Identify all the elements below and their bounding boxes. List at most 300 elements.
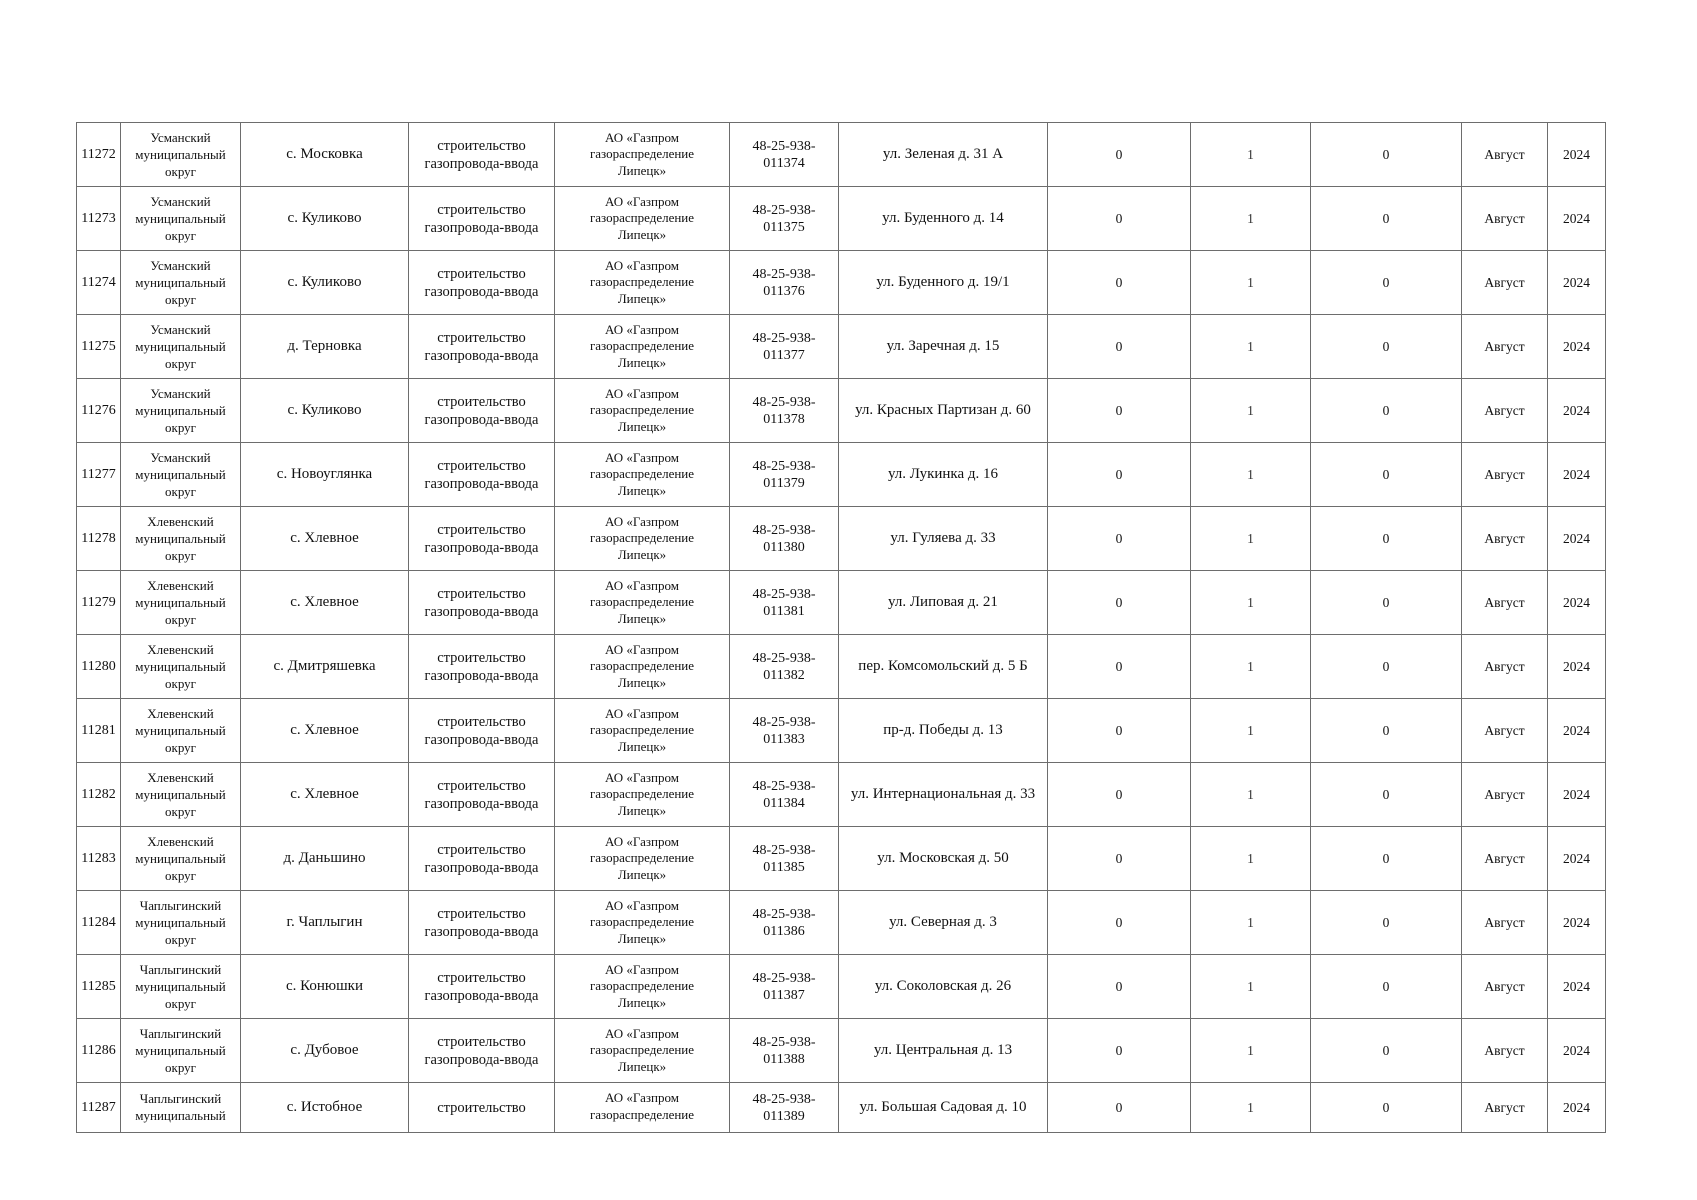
object-code-cell-line: 011377 xyxy=(763,347,805,363)
organization-cell xyxy=(555,763,730,827)
organization-cell xyxy=(555,827,730,891)
organization-cell-line: Липецк» xyxy=(617,482,667,498)
address-cell: ул. Московская д. 50 xyxy=(839,827,1048,891)
value-1-cell: 0 xyxy=(1048,763,1191,827)
district-cell-line: муниципальный xyxy=(135,723,226,738)
organization-cell-line: газораспределение xyxy=(589,1106,695,1122)
organization-cell xyxy=(555,443,730,507)
address-cell: ул. Красных Партизан д. 60 xyxy=(839,379,1048,443)
row-number-cell: 11273 xyxy=(77,187,121,251)
address-cell: ул. Соколовская д. 26 xyxy=(839,955,1048,1019)
work-type-cell-line: строительство xyxy=(437,777,526,794)
district-cell-line: муниципальный xyxy=(135,531,226,546)
work-type-cell-line: строительство xyxy=(437,457,526,474)
district-cell xyxy=(121,891,241,955)
organization-cell-line: Липецк» xyxy=(617,738,667,754)
year-cell: 2024 xyxy=(1548,891,1606,955)
organization-cell-line: АО «Газпром xyxy=(605,1090,679,1105)
object-code-cell-line: 011383 xyxy=(763,731,805,747)
district-cell xyxy=(121,251,241,315)
object-code-cell-line: 48-25-938- xyxy=(752,458,816,474)
object-code-cell xyxy=(730,187,839,251)
year-cell: 2024 xyxy=(1548,315,1606,379)
object-code-cell-line: 48-25-938- xyxy=(752,650,816,666)
value-2-cell: 1 xyxy=(1191,699,1311,763)
settlement-cell: с. Новоуглянка xyxy=(241,443,409,507)
work-type-cell xyxy=(409,1019,555,1083)
month-cell: Август xyxy=(1462,251,1548,315)
object-code-cell-line: 48-25-938- xyxy=(752,906,816,922)
work-type-cell xyxy=(409,635,555,699)
work-type-cell xyxy=(409,251,555,315)
value-3-cell: 0 xyxy=(1311,571,1462,635)
work-type-cell xyxy=(409,443,555,507)
district-cell-line: округ xyxy=(165,804,196,819)
district-cell-line: Усманский xyxy=(150,386,211,401)
year-cell: 2024 xyxy=(1548,1083,1606,1133)
work-type-cell-line: газопровода-ввода xyxy=(424,347,539,364)
work-type-cell-line: газопровода-ввода xyxy=(424,283,539,300)
district-cell-line: Чаплыгинский xyxy=(139,962,222,977)
organization-cell-line: Липецк» xyxy=(617,802,667,818)
work-type-cell-line: строительство xyxy=(437,1099,526,1116)
table-body xyxy=(77,123,1606,1133)
organization-cell-line: АО «Газпром xyxy=(605,897,679,913)
address-cell: ул. Гуляева д. 33 xyxy=(839,507,1048,571)
organization-cell-line: Липецк» xyxy=(617,162,667,178)
district-cell-line: округ xyxy=(165,932,196,947)
district-cell-line: Усманский xyxy=(150,450,211,465)
organization-cell-line: Липецк» xyxy=(617,226,667,242)
address-cell: ул. Северная д. 3 xyxy=(839,891,1048,955)
object-code-cell-line: 48-25-938- xyxy=(752,842,816,858)
district-cell-line: округ xyxy=(165,868,196,883)
work-type-cell-line: строительство xyxy=(437,905,526,922)
work-type-cell-line: строительство xyxy=(437,521,526,538)
value-2-cell: 1 xyxy=(1191,827,1311,891)
address-cell: ул. Зеленая д. 31 А xyxy=(839,123,1048,187)
district-cell-line: муниципальный xyxy=(135,595,226,610)
object-code-cell-line: 011388 xyxy=(763,1051,805,1067)
object-code-cell-line: 48-25-938- xyxy=(752,714,816,730)
district-cell-line: Усманский xyxy=(150,194,211,209)
year-cell: 2024 xyxy=(1548,443,1606,507)
district-cell-line: округ xyxy=(165,164,196,179)
row-number-cell: 11283 xyxy=(77,827,121,891)
district-cell xyxy=(121,379,241,443)
district-cell-line: муниципальный xyxy=(135,339,226,354)
district-cell-line: округ xyxy=(165,484,196,499)
year-cell: 2024 xyxy=(1548,635,1606,699)
month-cell: Август xyxy=(1462,1019,1548,1083)
object-code-cell xyxy=(730,955,839,1019)
year-cell: 2024 xyxy=(1548,507,1606,571)
organization-cell-line: Липецк» xyxy=(617,546,667,562)
table-row xyxy=(77,635,1606,699)
organization-cell-line: АО «Газпром xyxy=(605,1025,679,1041)
address-cell: пер. Комсомольский д. 5 Б xyxy=(839,635,1048,699)
organization-cell-line: АО «Газпром xyxy=(605,769,679,785)
row-number-cell: 11281 xyxy=(77,699,121,763)
address-cell: ул. Большая Садовая д. 10 xyxy=(839,1083,1048,1133)
object-code-cell xyxy=(730,635,839,699)
district-cell-line: Усманский xyxy=(150,258,211,273)
value-3-cell: 0 xyxy=(1311,699,1462,763)
address-cell: пр-д. Победы д. 13 xyxy=(839,699,1048,763)
value-1-cell: 0 xyxy=(1048,187,1191,251)
district-cell-line: муниципальный xyxy=(135,275,226,290)
work-type-cell xyxy=(409,571,555,635)
object-code-cell xyxy=(730,571,839,635)
month-cell: Август xyxy=(1462,699,1548,763)
table-row xyxy=(77,251,1606,315)
object-code-cell-line: 011375 xyxy=(763,219,805,235)
value-1-cell: 0 xyxy=(1048,827,1191,891)
year-cell: 2024 xyxy=(1548,571,1606,635)
object-code-cell xyxy=(730,443,839,507)
work-type-cell-line: газопровода-ввода xyxy=(424,667,539,684)
work-type-cell-line: строительство xyxy=(437,137,526,154)
district-cell-line: муниципальный xyxy=(135,787,226,802)
row-number-cell: 11272 xyxy=(77,123,121,187)
organization-cell xyxy=(555,379,730,443)
work-type-cell-line: строительство xyxy=(437,265,526,282)
object-code-cell-line: 48-25-938- xyxy=(752,586,816,602)
month-cell: Август xyxy=(1462,443,1548,507)
address-cell: ул. Центральная д. 13 xyxy=(839,1019,1048,1083)
object-code-cell-line: 011382 xyxy=(763,667,805,683)
row-number-cell: 11278 xyxy=(77,507,121,571)
year-cell: 2024 xyxy=(1548,763,1606,827)
year-cell: 2024 xyxy=(1548,251,1606,315)
work-type-cell-line: строительство xyxy=(437,713,526,730)
district-cell xyxy=(121,635,241,699)
object-code-cell xyxy=(730,507,839,571)
table-row xyxy=(77,1019,1606,1083)
value-2-cell: 1 xyxy=(1191,443,1311,507)
district-cell-line: муниципальный xyxy=(135,1043,226,1058)
organization-cell-line: Липецк» xyxy=(617,610,667,626)
value-1-cell: 0 xyxy=(1048,1083,1191,1133)
object-code-cell-line: 011389 xyxy=(763,1108,805,1124)
value-1-cell: 0 xyxy=(1048,1019,1191,1083)
year-cell: 2024 xyxy=(1548,827,1606,891)
row-number-cell: 11279 xyxy=(77,571,121,635)
organization-cell-line: газораспределение xyxy=(589,210,695,226)
organization-cell xyxy=(555,251,730,315)
object-code-cell-line: 011385 xyxy=(763,859,805,875)
organization-cell-line: газораспределение xyxy=(589,658,695,674)
month-cell: Август xyxy=(1462,123,1548,187)
object-code-cell-line: 48-25-938- xyxy=(752,970,816,986)
work-type-cell-line: строительство xyxy=(437,329,526,346)
value-3-cell: 0 xyxy=(1311,187,1462,251)
month-cell: Август xyxy=(1462,571,1548,635)
district-cell-line: муниципальный xyxy=(135,403,226,418)
table-row xyxy=(77,763,1606,827)
settlement-cell: с. Конюшки xyxy=(241,955,409,1019)
month-cell: Август xyxy=(1462,379,1548,443)
object-code-cell-line: 011378 xyxy=(763,411,805,427)
district-cell xyxy=(121,1083,241,1133)
organization-cell-line: газораспределение xyxy=(589,786,695,802)
organization-cell-line: Липецк» xyxy=(617,354,667,370)
district-cell-line: Чаплыгинский xyxy=(139,1091,222,1106)
district-cell xyxy=(121,123,241,187)
value-3-cell: 0 xyxy=(1311,315,1462,379)
row-number-cell: 11274 xyxy=(77,251,121,315)
district-cell xyxy=(121,1019,241,1083)
organization-cell xyxy=(555,315,730,379)
value-2-cell: 1 xyxy=(1191,635,1311,699)
settlement-cell: с. Хлевное xyxy=(241,507,409,571)
value-3-cell: 0 xyxy=(1311,827,1462,891)
object-code-cell-line: 48-25-938- xyxy=(752,138,816,154)
organization-cell-line: газораспределение xyxy=(589,594,695,610)
work-type-cell-line: газопровода-ввода xyxy=(424,219,539,236)
value-1-cell: 0 xyxy=(1048,699,1191,763)
organization-cell xyxy=(555,507,730,571)
organization-cell-line: газораспределение xyxy=(589,402,695,418)
work-type-cell-line: газопровода-ввода xyxy=(424,155,539,172)
value-2-cell: 1 xyxy=(1191,315,1311,379)
table-row xyxy=(77,891,1606,955)
value-2-cell: 1 xyxy=(1191,891,1311,955)
settlement-cell: д. Даньшино xyxy=(241,827,409,891)
month-cell: Август xyxy=(1462,827,1548,891)
organization-cell xyxy=(555,1019,730,1083)
settlement-cell: с. Хлевное xyxy=(241,763,409,827)
value-1-cell: 0 xyxy=(1048,955,1191,1019)
organization-cell-line: Липецк» xyxy=(617,994,667,1010)
table-row xyxy=(77,699,1606,763)
value-3-cell: 0 xyxy=(1311,635,1462,699)
work-type-cell-line: газопровода-ввода xyxy=(424,731,539,748)
district-cell-line: округ xyxy=(165,420,196,435)
organization-cell xyxy=(555,571,730,635)
object-code-cell-line: 011381 xyxy=(763,603,805,619)
work-type-cell xyxy=(409,507,555,571)
district-cell-line: муниципальный xyxy=(135,147,226,162)
district-cell-line: Чаплыгинский xyxy=(139,1026,222,1041)
organization-cell xyxy=(555,187,730,251)
district-cell xyxy=(121,187,241,251)
district-cell xyxy=(121,699,241,763)
data-table xyxy=(76,122,1606,1133)
organization-cell-line: Липецк» xyxy=(617,418,667,434)
district-cell xyxy=(121,763,241,827)
work-type-cell xyxy=(409,891,555,955)
work-type-cell-line: строительство xyxy=(437,649,526,666)
object-code-cell xyxy=(730,827,839,891)
organization-cell-line: газораспределение xyxy=(589,1042,695,1058)
table-row xyxy=(77,315,1606,379)
object-code-cell-line: 48-25-938- xyxy=(752,394,816,410)
value-2-cell: 1 xyxy=(1191,379,1311,443)
district-cell-line: муниципальный xyxy=(135,979,226,994)
year-cell: 2024 xyxy=(1548,955,1606,1019)
work-type-cell xyxy=(409,955,555,1019)
work-type-cell-line: строительство xyxy=(437,201,526,218)
value-3-cell: 0 xyxy=(1311,763,1462,827)
object-code-cell-line: 48-25-938- xyxy=(752,1034,816,1050)
settlement-cell: с. Московка xyxy=(241,123,409,187)
settlement-cell: с. Куликово xyxy=(241,251,409,315)
district-cell-line: муниципальный xyxy=(135,1108,226,1123)
row-number-cell: 11280 xyxy=(77,635,121,699)
object-code-cell-line: 011379 xyxy=(763,475,805,491)
organization-cell-line: АО «Газпром xyxy=(605,321,679,337)
value-3-cell: 0 xyxy=(1311,443,1462,507)
work-type-cell xyxy=(409,123,555,187)
work-type-cell-line: газопровода-ввода xyxy=(424,603,539,620)
district-cell-line: Хлевенский xyxy=(147,834,214,849)
table-row xyxy=(77,827,1606,891)
object-code-cell-line: 011386 xyxy=(763,923,805,939)
row-number-cell: 11282 xyxy=(77,763,121,827)
object-code-cell-line: 011374 xyxy=(763,155,805,171)
row-number-cell: 11284 xyxy=(77,891,121,955)
organization-cell-line: АО «Газпром xyxy=(605,193,679,209)
organization-cell-line: газораспределение xyxy=(589,274,695,290)
district-cell xyxy=(121,443,241,507)
district-cell-line: округ xyxy=(165,356,196,371)
value-3-cell: 0 xyxy=(1311,251,1462,315)
value-2-cell: 1 xyxy=(1191,507,1311,571)
settlement-cell: с. Куликово xyxy=(241,379,409,443)
value-3-cell: 0 xyxy=(1311,123,1462,187)
address-cell: ул. Буденного д. 19/1 xyxy=(839,251,1048,315)
work-type-cell-line: газопровода-ввода xyxy=(424,475,539,492)
object-code-cell-line: 48-25-938- xyxy=(752,778,816,794)
district-cell-line: муниципальный xyxy=(135,851,226,866)
value-2-cell: 1 xyxy=(1191,571,1311,635)
organization-cell-line: газораспределение xyxy=(589,466,695,482)
district-cell-line: округ xyxy=(165,676,196,691)
object-code-cell xyxy=(730,379,839,443)
object-code-cell xyxy=(730,1083,839,1133)
district-cell-line: муниципальный xyxy=(135,659,226,674)
organization-cell-line: газораспределение xyxy=(589,850,695,866)
address-cell: ул. Лукинка д. 16 xyxy=(839,443,1048,507)
value-1-cell: 0 xyxy=(1048,507,1191,571)
month-cell: Август xyxy=(1462,635,1548,699)
work-type-cell-line: газопровода-ввода xyxy=(424,987,539,1004)
organization-cell-line: Липецк» xyxy=(617,866,667,882)
work-type-cell-line: газопровода-ввода xyxy=(424,1051,539,1068)
organization-cell-line: Липецк» xyxy=(617,290,667,306)
object-code-cell xyxy=(730,123,839,187)
table-row xyxy=(77,507,1606,571)
organization-cell-line: Липецк» xyxy=(617,930,667,946)
work-type-cell-line: газопровода-ввода xyxy=(424,539,539,556)
organization-cell-line: АО «Газпром xyxy=(605,833,679,849)
value-3-cell: 0 xyxy=(1311,955,1462,1019)
value-3-cell: 0 xyxy=(1311,379,1462,443)
district-cell xyxy=(121,315,241,379)
value-2-cell: 1 xyxy=(1191,251,1311,315)
settlement-cell: с. Дубовое xyxy=(241,1019,409,1083)
month-cell: Август xyxy=(1462,763,1548,827)
object-code-cell-line: 48-25-938- xyxy=(752,202,816,218)
district-cell-line: округ xyxy=(165,548,196,563)
district-cell-line: Хлевенский xyxy=(147,642,214,657)
work-type-cell-line: газопровода-ввода xyxy=(424,923,539,940)
work-type-cell xyxy=(409,379,555,443)
district-cell-line: Хлевенский xyxy=(147,706,214,721)
organization-cell-line: АО «Газпром xyxy=(605,257,679,273)
organization-cell-line: АО «Газпром xyxy=(605,577,679,593)
value-1-cell: 0 xyxy=(1048,379,1191,443)
row-number-cell: 11285 xyxy=(77,955,121,1019)
organization-cell xyxy=(555,635,730,699)
object-code-cell-line: 011376 xyxy=(763,283,805,299)
organization-cell-line: Липецк» xyxy=(617,674,667,690)
year-cell: 2024 xyxy=(1548,699,1606,763)
settlement-cell: с. Хлевное xyxy=(241,571,409,635)
organization-cell xyxy=(555,955,730,1019)
year-cell: 2024 xyxy=(1548,187,1606,251)
district-cell xyxy=(121,571,241,635)
object-code-cell-line: 48-25-938- xyxy=(752,522,816,538)
year-cell: 2024 xyxy=(1548,379,1606,443)
object-code-cell xyxy=(730,315,839,379)
district-cell-line: муниципальный xyxy=(135,467,226,482)
district-cell-line: округ xyxy=(165,228,196,243)
value-1-cell: 0 xyxy=(1048,123,1191,187)
object-code-cell xyxy=(730,763,839,827)
row-number-cell: 11276 xyxy=(77,379,121,443)
organization-cell-line: АО «Газпром xyxy=(605,449,679,465)
district-cell xyxy=(121,827,241,891)
organization-cell-line: газораспределение xyxy=(589,914,695,930)
district-cell-line: округ xyxy=(165,1060,196,1075)
district-cell xyxy=(121,955,241,1019)
month-cell: Август xyxy=(1462,1083,1548,1133)
organization-cell xyxy=(555,699,730,763)
district-cell-line: Хлевенский xyxy=(147,578,214,593)
value-2-cell: 1 xyxy=(1191,123,1311,187)
table-row xyxy=(77,1083,1606,1133)
district-cell-line: Чаплыгинский xyxy=(139,898,222,913)
organization-cell-line: АО «Газпром xyxy=(605,385,679,401)
year-cell: 2024 xyxy=(1548,123,1606,187)
settlement-cell: г. Чаплыгин xyxy=(241,891,409,955)
object-code-cell xyxy=(730,251,839,315)
month-cell: Август xyxy=(1462,955,1548,1019)
district-cell-line: муниципальный xyxy=(135,915,226,930)
value-1-cell: 0 xyxy=(1048,251,1191,315)
month-cell: Август xyxy=(1462,315,1548,379)
organization-cell xyxy=(555,123,730,187)
address-cell: ул. Заречная д. 15 xyxy=(839,315,1048,379)
organization-cell-line: газораспределение xyxy=(589,722,695,738)
work-type-cell xyxy=(409,763,555,827)
organization-cell-line: АО «Газпром xyxy=(605,705,679,721)
district-cell-line: Усманский xyxy=(150,130,211,145)
object-code-cell-line: 011384 xyxy=(763,795,805,811)
organization-cell-line: АО «Газпром xyxy=(605,129,679,145)
value-2-cell: 1 xyxy=(1191,955,1311,1019)
district-cell xyxy=(121,507,241,571)
value-3-cell: 0 xyxy=(1311,1019,1462,1083)
organization-cell-line: АО «Газпром xyxy=(605,513,679,529)
table-row xyxy=(77,379,1606,443)
work-type-cell-line: газопровода-ввода xyxy=(424,859,539,876)
settlement-cell: с. Дмитряшевка xyxy=(241,635,409,699)
work-type-cell-line: газопровода-ввода xyxy=(424,411,539,428)
row-number-cell: 11287 xyxy=(77,1083,121,1133)
